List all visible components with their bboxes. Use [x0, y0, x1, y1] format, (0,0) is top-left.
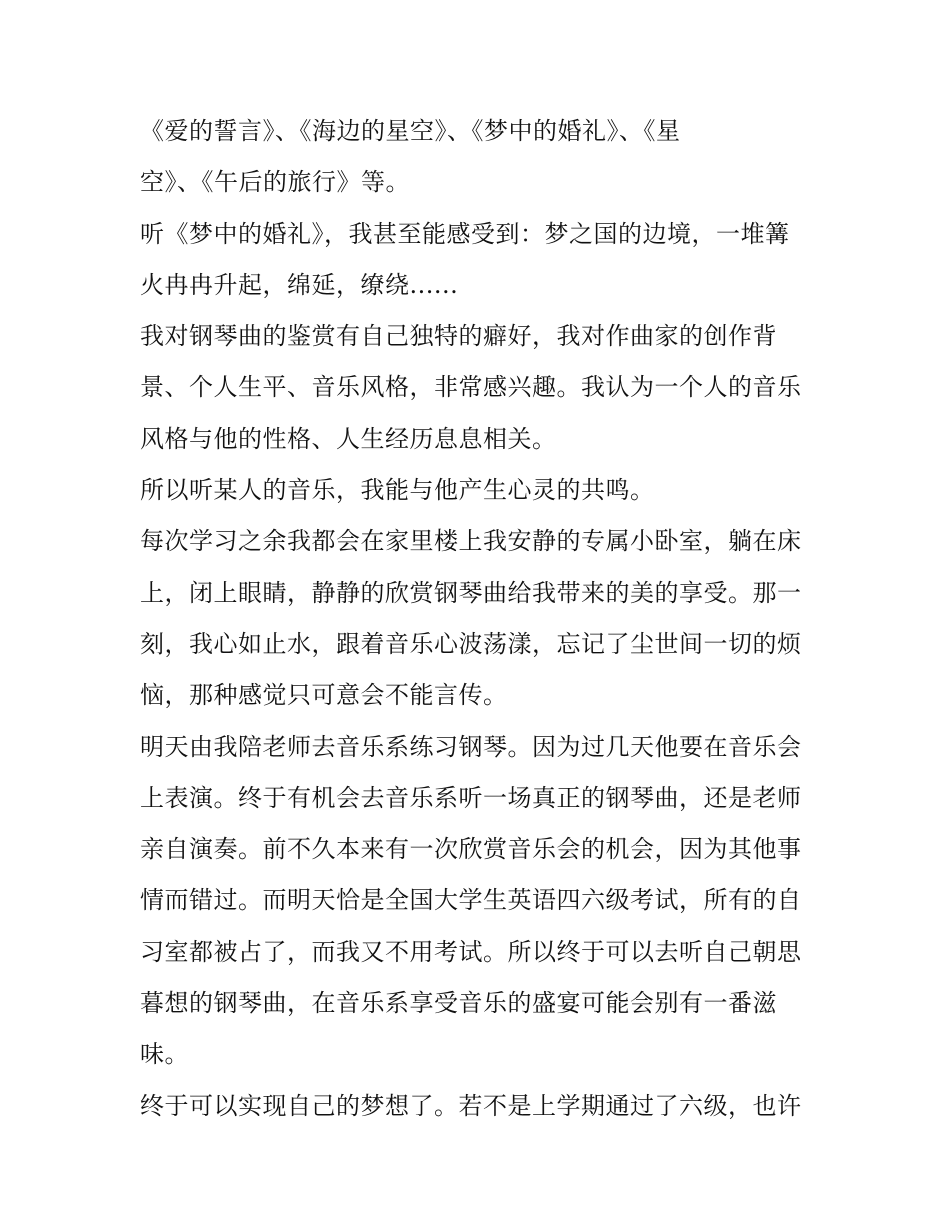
text-line: 风格与他的性格、人生经历息息相关。: [140, 424, 557, 453]
text-line: 每次学习之余我都会在家里楼上我安静的专属小卧室，躺在床: [140, 527, 802, 556]
text-line: 所以听某人的音乐，我能与他产生心灵的共鸣。: [140, 476, 655, 505]
text-line: 我对钢琴曲的鉴赏有自己独特的癖好，我对作曲家的创作背: [140, 322, 777, 351]
paragraph-2: [140, 209, 820, 312]
text-line: 火冉冉升起，绵延，缭绕......: [140, 270, 459, 299]
text-line: 空》、《午后的旅行》等。: [140, 168, 410, 197]
text-line: 听《梦中的婚礼》，我甚至能感受到：梦之国的边境，一堆篝: [140, 219, 790, 248]
text-line: 情而错过。而明天恰是全国大学生英语四六级考试，所有的自: [140, 886, 802, 915]
text-line: 刻，我心如止水，跟着音乐心波荡漾，忘记了尘世间一切的烦: [140, 629, 802, 658]
text-line: 《爱的誓言》、《海边的星空》、《梦中的婚礼》、《星: [140, 117, 681, 145]
paragraph-6: [140, 722, 820, 1081]
paragraph-5: [140, 516, 820, 721]
body-text: [140, 106, 820, 1132]
text-line: 恼，那种感觉只可意会不能言传。: [140, 681, 508, 710]
paragraph-7: [140, 1081, 820, 1132]
text-line: 上表演。终于有机会去音乐系听一场真正的钢琴曲，还是老师: [140, 783, 802, 812]
paragraph-4: [140, 465, 820, 516]
text-line: 终于可以实现自己的梦想了。若不是上学期通过了六级，也许: [140, 1091, 802, 1120]
text-line: 亲自演奏。前不久本来有一次欣赏音乐会的机会，因为其他事: [140, 835, 802, 864]
text-line: 上，闭上眼睛，静静的欣赏钢琴曲给我带来的美的享受。那一: [140, 578, 802, 607]
text-line: 明天由我陪老师去音乐系练习钢琴。因为过几天他要在音乐会: [140, 732, 802, 761]
paragraph-3: [140, 311, 820, 465]
text-line: 味。: [140, 1040, 189, 1069]
text-line: 习室都被占了，而我又不用考试。所以终于可以去听自己朝思: [140, 937, 802, 966]
paragraph-1: [140, 106, 820, 209]
text-line: 景、个人生平、音乐风格，非常感兴趣。我认为一个人的音乐: [140, 373, 802, 402]
text-line: 暮想的钢琴曲，在音乐系享受音乐的盛宴可能会别有一番滋: [140, 989, 777, 1018]
